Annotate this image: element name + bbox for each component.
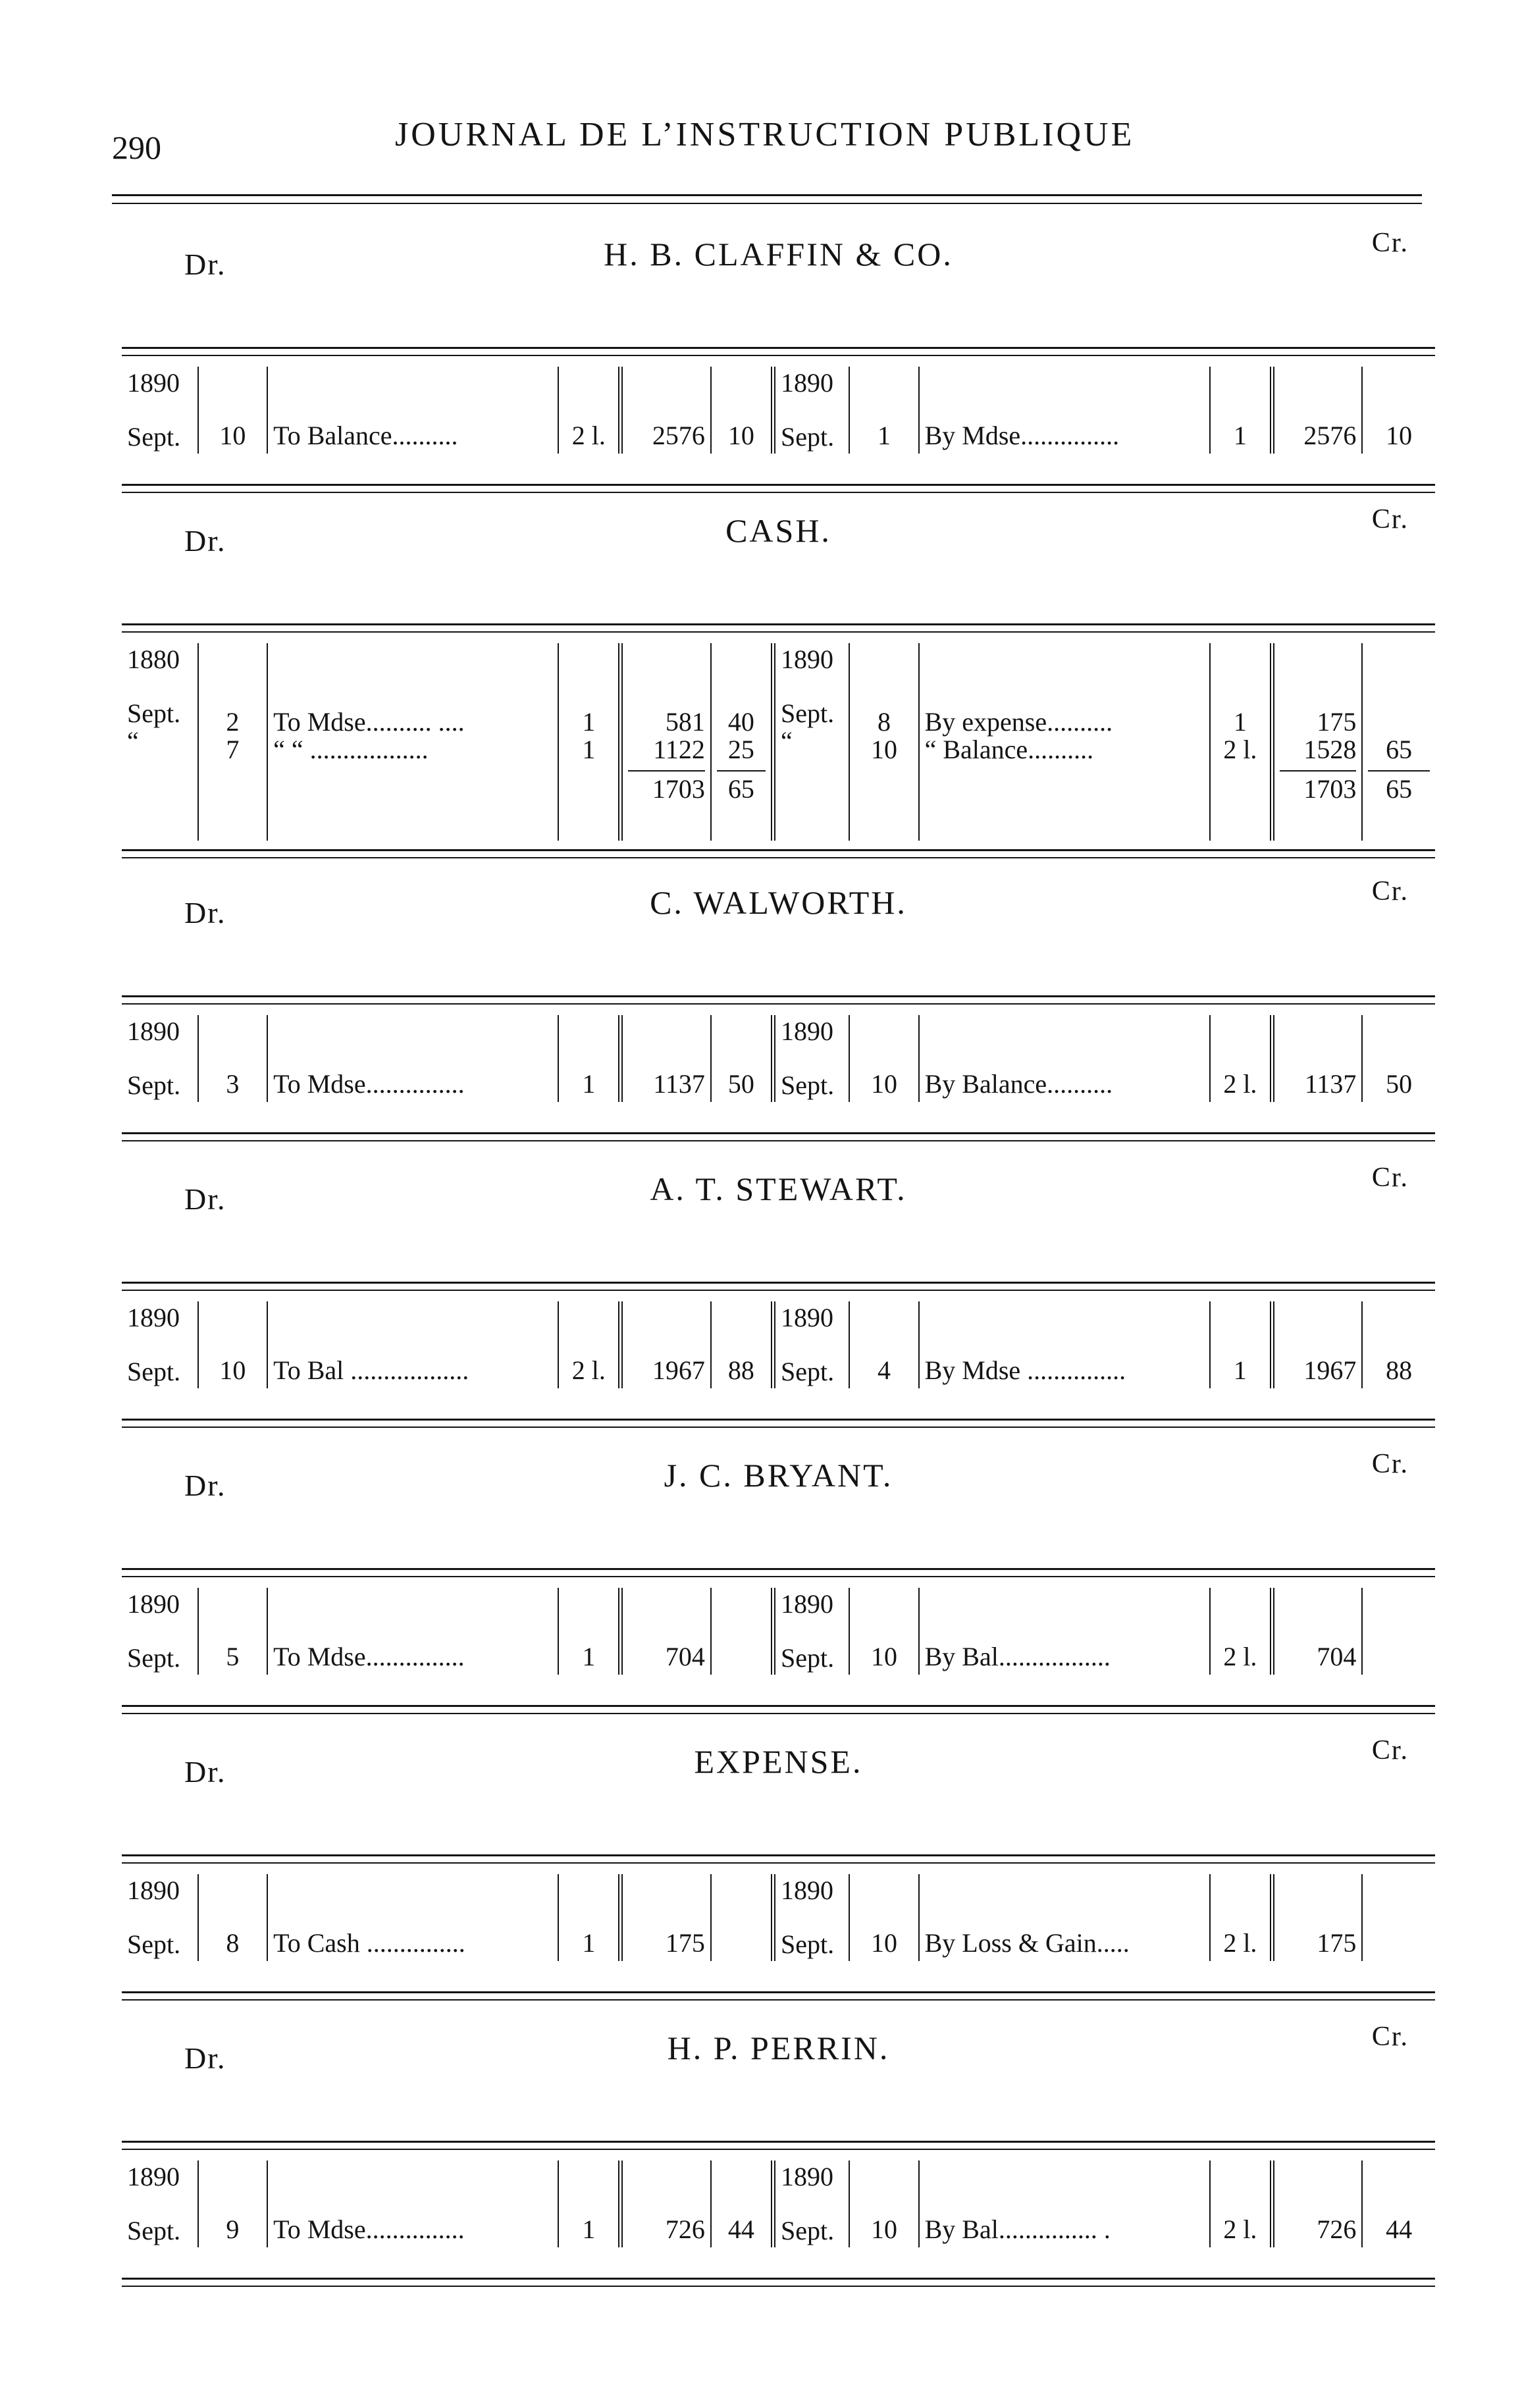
debit-year: 1890 (127, 1875, 180, 1905)
credit-label: Cr. (1371, 1449, 1409, 1479)
credit-cents (1362, 1588, 1435, 1675)
debit-day-cell (198, 643, 267, 841)
credit-month: Sept. (781, 1643, 835, 1673)
credit-date-cell (773, 1301, 850, 1388)
credit-year: 1890 (781, 2162, 834, 2191)
credit-dollars: 175 (1272, 1874, 1363, 1961)
ledger-table (122, 2160, 1435, 2247)
account-perrin (122, 2014, 1435, 2301)
credit-item: By Mdse ............... (919, 1301, 1210, 1388)
credit-day-cell (849, 643, 918, 841)
ledger-table (122, 643, 1435, 841)
debit-day: 2 (226, 707, 240, 737)
credit-folio: 2 l. (1210, 1015, 1272, 1102)
account-heading (122, 869, 1435, 935)
credit-date-cell (773, 2160, 850, 2247)
page-header (112, 105, 1422, 178)
credit-cents: 44 (1386, 2214, 1413, 2244)
debit-item: To Mdse............... (267, 1588, 558, 1675)
debit-folio-2: 1 (582, 735, 596, 764)
debit-item-2: “ “ .................. (273, 735, 429, 764)
ledger-table (122, 1588, 1435, 1675)
credit-cents (1362, 1874, 1435, 1961)
credit-folio-cell (1210, 643, 1272, 841)
credit-item: By Bal................. (919, 1588, 1210, 1675)
debit-folio: 1 (558, 1015, 621, 1102)
credit-month: Sept. (781, 422, 835, 452)
account-name: H. P. PERRIN. (667, 2029, 890, 2066)
account-heading (122, 1155, 1435, 1221)
debit-folio: 2 l. (558, 1301, 621, 1388)
heading-rules (122, 935, 1435, 1001)
debit-month: Sept. (127, 1357, 181, 1386)
account-name: CASH. (725, 512, 831, 549)
debit-cents (711, 1874, 773, 1961)
debit-year: 1880 (127, 644, 180, 674)
credit-folio: 1 (1210, 1301, 1272, 1388)
credit-year: 1890 (781, 644, 834, 674)
heading-rules (122, 563, 1435, 629)
page-number: 290 (112, 129, 161, 166)
debit-cents: 40 (727, 707, 754, 737)
ledger-row (122, 1588, 1435, 1675)
debit-day: 9 (198, 2160, 267, 2247)
credit-folio: 2 l. (1210, 2160, 1272, 2247)
header-rule-bottom (112, 203, 1422, 204)
credit-dollars-2: 1528 (1303, 735, 1357, 764)
journal-title: JOURNAL DE L’INSTRUCTION PUBLIQUE (395, 116, 1135, 153)
debit-total-cents: 65 (717, 770, 766, 803)
debit-dollars: 704 (621, 1588, 711, 1675)
credit-item-2: “ Balance.......... (924, 735, 1094, 764)
credit-dollars: 726 (1272, 2160, 1363, 2247)
account-name: EXPENSE. (694, 1743, 863, 1780)
heading-rules (122, 1507, 1435, 1573)
debit-item: To Mdse............... (267, 1015, 558, 1102)
credit-date-cell (773, 367, 850, 454)
heading-rules (122, 1221, 1435, 1287)
credit-month: Sept. (781, 1070, 835, 1100)
credit-label: Cr. (1371, 1735, 1409, 1766)
credit-item: By Mdse............... (919, 367, 1210, 454)
credit-label: Cr. (1371, 504, 1409, 535)
credit-dollars: 704 (1272, 1588, 1363, 1675)
debit-month: Sept. (127, 422, 181, 452)
credit-cents: 88 (1386, 1355, 1413, 1385)
debit-year: 1890 (127, 2162, 180, 2191)
credit-dollars: 175 (1317, 707, 1357, 737)
debit-label: Dr. (184, 1755, 226, 1789)
debit-month: Sept. (127, 698, 181, 728)
debit-date-cell (122, 1015, 198, 1102)
account-stewart (122, 1155, 1435, 1442)
credit-day: 8 (877, 707, 891, 737)
account-heading (122, 497, 1435, 563)
debit-item: To Balance.......... (267, 367, 558, 454)
debit-day: 3 (198, 1015, 267, 1102)
ledger-row (122, 643, 1435, 841)
heading-rules (122, 1794, 1435, 1860)
debit-year: 1890 (127, 1589, 180, 1619)
credit-cents (1368, 708, 1430, 736)
heading-rules (122, 2080, 1435, 2146)
credit-year: 1890 (781, 1589, 834, 1619)
ledger-row (122, 2160, 1435, 2247)
debit-item: To Mdse.......... .... (273, 707, 465, 737)
credit-folio: 2 l. (1210, 1588, 1272, 1675)
account-name: H. B. CLAFFIN & CO. (604, 236, 953, 273)
debit-folio-cell (558, 643, 621, 841)
debit-date-cell (122, 643, 198, 841)
debit-dollars: 1967 (621, 1301, 711, 1388)
debit-dollars-2: 1122 (653, 735, 705, 764)
debit-year: 1890 (127, 368, 180, 398)
debit-total-dollars: 1703 (628, 770, 704, 803)
credit-day: 4 (849, 1301, 918, 1388)
account-name: J. C. BRYANT. (664, 1457, 893, 1494)
heading-rules (122, 286, 1435, 352)
debit-year: 1890 (127, 1016, 180, 1046)
credit-item: By Loss & Gain..... (919, 1874, 1210, 1961)
credit-date-cell (773, 1015, 850, 1102)
account-expense (122, 1728, 1435, 2014)
debit-date-cell (122, 1874, 198, 1961)
credit-month: Sept. (781, 1357, 835, 1386)
account-heading (122, 221, 1435, 286)
debit-month-ditto: “ (127, 726, 139, 756)
credit-cents: 10 (1386, 421, 1413, 450)
debit-folio: 1 (558, 1874, 621, 1961)
credit-folio: 1 (1233, 707, 1247, 737)
debit-cents-2: 25 (727, 735, 754, 764)
credit-item: By Bal............... . (919, 2160, 1210, 2247)
credit-year: 1890 (781, 1303, 834, 1332)
debit-folio: 1 (582, 707, 596, 737)
credit-year: 1890 (781, 368, 834, 398)
debit-label: Dr. (184, 896, 226, 929)
debit-day: 8 (198, 1874, 267, 1961)
debit-dollars: 2576 (621, 367, 711, 454)
debit-dollars: 581 (665, 707, 705, 737)
credit-month-ditto: “ (781, 726, 793, 756)
credit-cents-2: 65 (1386, 735, 1413, 764)
account-name: A. T. STEWART. (650, 1170, 907, 1207)
credit-year: 1890 (781, 1875, 834, 1905)
credit-label: Cr. (1371, 1163, 1409, 1193)
debit-dollars-cell (621, 643, 711, 841)
credit-month: Sept. (781, 1929, 835, 1959)
credit-folio: 2 l. (1210, 1874, 1272, 1961)
debit-folio: 1 (558, 1588, 621, 1675)
credit-month: Sept. (781, 2216, 835, 2245)
account-walworth (122, 869, 1435, 1155)
credit-folio: 1 (1210, 367, 1272, 454)
credit-dollars: 2576 (1272, 367, 1363, 454)
debit-day: 10 (198, 1301, 267, 1388)
debit-year: 1890 (127, 1303, 180, 1332)
account-name: C. WALWORTH. (650, 884, 907, 921)
credit-dollars-cell (1272, 643, 1363, 841)
credit-cents-cell (1362, 643, 1435, 841)
credit-dollars: 1967 (1272, 1301, 1363, 1388)
debit-cents: 88 (711, 1301, 773, 1388)
credit-label: Cr. (1371, 876, 1409, 906)
credit-total-cents: 65 (1368, 770, 1430, 803)
debit-label: Dr. (184, 524, 226, 558)
account-claffin (122, 221, 1435, 507)
account-heading (122, 1728, 1435, 1794)
debit-label: Dr. (184, 2041, 226, 2075)
debit-label: Dr. (184, 1469, 226, 1502)
debit-folio: 2 l. (558, 367, 621, 454)
credit-total-dollars: 1703 (1280, 770, 1356, 803)
credit-label: Cr. (1371, 228, 1409, 258)
credit-date-cell (773, 643, 850, 841)
debit-date-cell (122, 2160, 198, 2247)
debit-cents (711, 1588, 773, 1675)
debit-label: Dr. (184, 1182, 226, 1216)
ledger-table (122, 1874, 1435, 1961)
credit-cents: 50 (1386, 1069, 1413, 1099)
credit-label: Cr. (1371, 2022, 1409, 2052)
debit-month: Sept. (127, 1929, 181, 1959)
debit-day: 10 (198, 367, 267, 454)
credit-day: 1 (849, 367, 918, 454)
credit-dollars: 1137 (1272, 1015, 1363, 1102)
debit-item: To Cash ............... (267, 1874, 558, 1961)
credit-year: 1890 (781, 1016, 834, 1046)
ledger-row (122, 1301, 1435, 1388)
credit-month: Sept. (781, 698, 835, 728)
debit-day: 5 (198, 1588, 267, 1675)
credit-date-cell (773, 1874, 850, 1961)
debit-month: Sept. (127, 2216, 181, 2245)
debit-date-cell (122, 367, 198, 454)
account-bryant (122, 1442, 1435, 1728)
debit-dollars: 175 (621, 1874, 711, 1961)
ledger-table (122, 367, 1435, 454)
debit-dollars: 726 (621, 2160, 711, 2247)
debit-item-cell (267, 643, 558, 841)
debit-date-cell (122, 1588, 198, 1675)
credit-day: 10 (849, 1588, 918, 1675)
ledger-table (122, 1015, 1435, 1102)
debit-label: Dr. (184, 248, 226, 281)
debit-folio: 1 (558, 2160, 621, 2247)
debit-dollars: 1137 (621, 1015, 711, 1102)
ledger-row (122, 1874, 1435, 1961)
credit-day: 10 (849, 2160, 918, 2247)
credit-item: By expense.......... (924, 707, 1113, 737)
credit-item-cell (919, 643, 1210, 841)
debit-cents-cell (711, 643, 773, 841)
debit-day-2: 7 (226, 735, 240, 764)
credit-item: By Balance.......... (919, 1015, 1210, 1102)
account-heading (122, 1442, 1435, 1507)
ledger-row (122, 367, 1435, 454)
credit-day: 10 (849, 1874, 918, 1961)
debit-item: To Bal .................. (267, 1301, 558, 1388)
debit-cents: 10 (711, 367, 773, 454)
credit-day-2: 10 (870, 735, 897, 764)
debit-month: Sept. (127, 1643, 181, 1673)
account-heading (122, 2014, 1435, 2080)
debit-cents: 50 (711, 1015, 773, 1102)
credit-folio-2: 2 l. (1223, 735, 1257, 764)
ledger-row (122, 1015, 1435, 1102)
credit-day: 10 (849, 1015, 918, 1102)
debit-cents: 44 (711, 2160, 773, 2247)
account-cash (122, 497, 1435, 866)
debit-month: Sept. (127, 1070, 181, 1100)
debit-date-cell (122, 1301, 198, 1388)
debit-item: To Mdse............... (267, 2160, 558, 2247)
header-rule-top (112, 194, 1422, 196)
credit-date-cell (773, 1588, 850, 1675)
ledger-table (122, 1301, 1435, 1388)
